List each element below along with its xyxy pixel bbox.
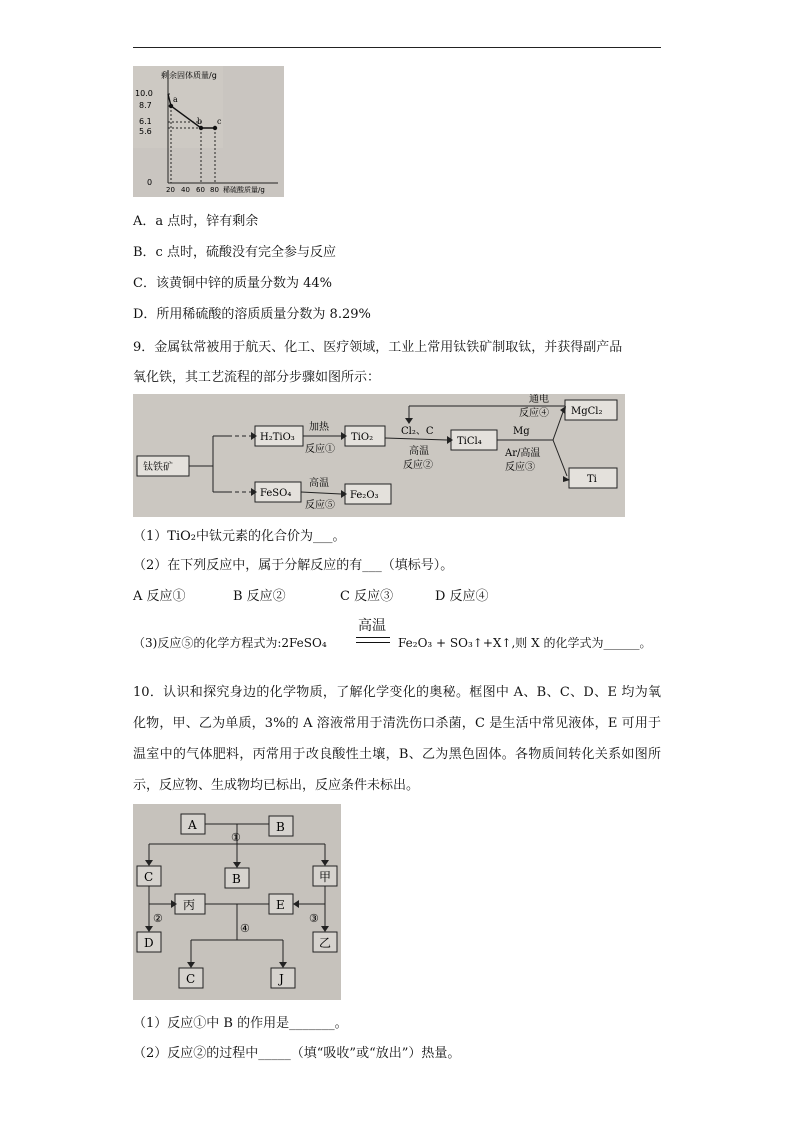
option-b: B．c 点时，硫酸没有完全参与反应 [133, 245, 336, 260]
label-r1: ① [231, 831, 241, 844]
point-a [169, 104, 173, 108]
xtick-20: 20 [166, 186, 175, 194]
label-mgcl2: MgCl₂ [571, 406, 603, 417]
label-r4: ④ [240, 922, 250, 935]
label-r1: 反应① [305, 444, 335, 455]
label-b: b [197, 117, 203, 126]
q9-sub3-prefix: （3)反应⑤的化学方程式为:2FeSO₄ [133, 636, 327, 650]
option-a: A．a 点时，锌有剩余 [133, 214, 259, 229]
header-rule [133, 47, 661, 48]
label-h2tio3: H₂TiO₃ [260, 432, 295, 443]
ytick-8-7: 8.7 [139, 101, 152, 110]
label-hightemp5: 高温 [309, 478, 329, 489]
label-ti: Ti [587, 474, 597, 485]
ytick-6-1: 6.1 [139, 117, 152, 126]
label-r2: 反应② [403, 460, 433, 471]
label-r3: ③ [309, 912, 319, 925]
label-ar: Ar/高温 [505, 448, 541, 459]
x-axis-label: 稀硫酸质量/g [223, 186, 265, 194]
point-b [199, 126, 203, 130]
q9-opt-d: D 反应④ [435, 589, 489, 604]
node-c-bottom: C [186, 972, 196, 986]
q10-sub1: （1）反应①中 B 的作用是_______。 [133, 1016, 348, 1031]
label-ore: 钛铁矿 [143, 462, 173, 473]
label-mg: Mg [513, 426, 530, 437]
label-a: a [173, 95, 178, 104]
node-bing: 丙 [183, 898, 196, 912]
node-b-mid: B [232, 872, 241, 886]
ytick-10: 10.0 [135, 89, 153, 98]
q9-equals-sign [356, 637, 390, 643]
node-a: A [188, 818, 197, 832]
mass-graph-photo [133, 66, 284, 197]
label-cl2c: Cl₂、C [401, 426, 434, 437]
label-c: c [217, 117, 222, 126]
point-c [213, 126, 217, 130]
q9-sub3-suffix: Fe₂O₃ + SO₃↑+X↑,则 X 的化学式为______。 [398, 636, 652, 650]
xtick-80: 80 [210, 186, 219, 194]
node-c: C [144, 870, 154, 884]
label-elec: 通电 [529, 394, 549, 405]
q9-stem-line2: 氧化铁，其工艺流程的部分步骤如图所示： [133, 370, 381, 385]
node-j: J [279, 972, 284, 986]
label-fe2o3: Fe₂O₃ [350, 490, 379, 501]
label-ticl4: TiCl₄ [457, 436, 482, 447]
label-r4: 反应④ [519, 408, 549, 419]
label-r3: 反应③ [505, 462, 535, 473]
option-d: D．所用稀硫酸的溶质质量分数为 8.29% [133, 307, 371, 322]
q9-opt-a: A 反应① [133, 589, 186, 604]
xtick-40: 40 [181, 186, 190, 194]
q9-sub3-condition: 高温 [358, 618, 386, 634]
mass-graph [133, 66, 284, 197]
q9-sub2: （2）在下列反应中，属于分解反应的有___（填标号）。 [133, 558, 454, 573]
label-heat: 加热 [309, 422, 329, 433]
label-r5: 反应⑤ [305, 500, 335, 511]
node-e: E [276, 898, 285, 912]
q9-opt-b: B 反应② [233, 589, 286, 604]
label-tio2: TiO₂ [351, 432, 374, 443]
titanium-flow-diagram [133, 394, 625, 517]
titanium-flow-photo [133, 394, 625, 517]
q10-sub2: （2）反应②的过程中_____（填“吸收”或“放出”）热量。 [133, 1046, 461, 1061]
q9-sub1: （1）TiO₂中钛元素的化合价为___。 [133, 529, 346, 544]
q9-stem-line1: 9．金属钛常被用于航天、化工、医疗领域，工业上常用钛铁矿制取钛，并获得副产品 [133, 340, 623, 355]
y-axis-label: 剩余固体质量/g [161, 71, 217, 80]
option-c: C．该黄铜中锌的质量分数为 44% [133, 276, 332, 291]
ytick-0: 0 [147, 178, 153, 187]
q10-diagram-photo [133, 804, 341, 1000]
node-d: D [144, 936, 154, 950]
label-feso4: FeSO₄ [260, 488, 292, 499]
node-b-top: B [276, 820, 285, 834]
node-jia: 甲 [319, 870, 332, 884]
q9-opt-c: C 反应③ [340, 589, 394, 604]
label-r2: ② [153, 912, 163, 925]
q10-stem: 10．认识和探究身边的化学物质，了解化学变化的奥秘。框图中 A、B、C、D、E 均为氧化物，甲、乙为单质，3%的 A 溶液常用于清洗伤口杀菌，C 是生活中常见液体，E 可用于温室中的气体肥料，丙常用于改良酸性土壤，B、乙为黑色固体。各物质间转化关系如图所示，反应物、生成物均已标出，反应条件未标出。 [133, 685, 661, 793]
q10-relation-diagram [133, 804, 341, 1000]
ytick-5-6: 5.6 [139, 127, 152, 136]
xtick-60: 60 [196, 186, 205, 194]
label-hightemp: 高温 [409, 446, 429, 457]
node-yi: 乙 [319, 936, 332, 950]
